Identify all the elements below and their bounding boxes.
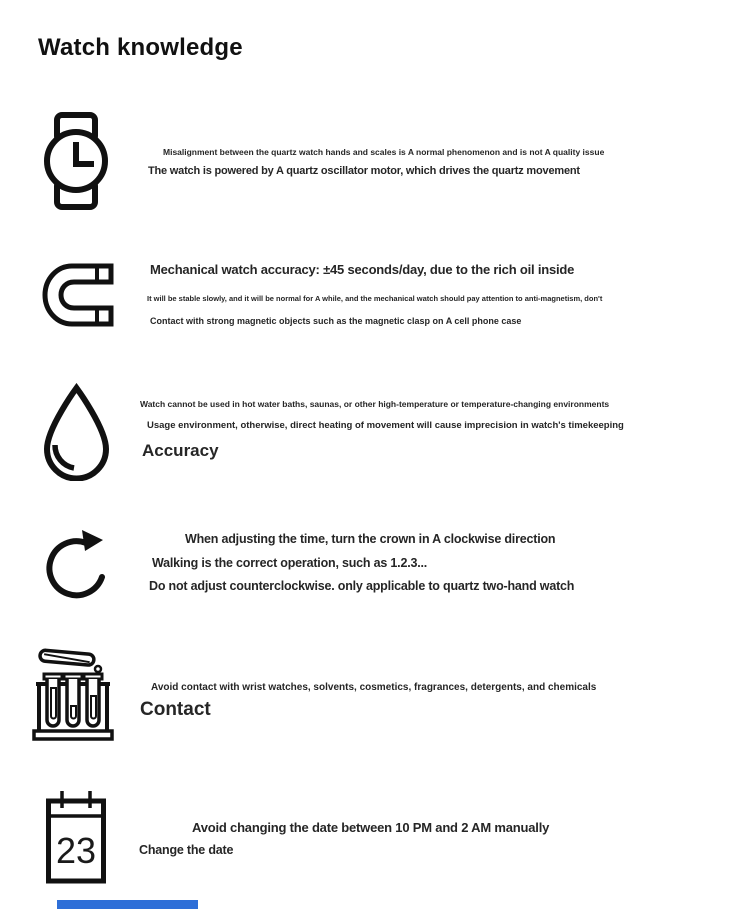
contact-headline: Contact: [140, 699, 211, 720]
magnetism-contact-line: Contact with strong magnetic objects such as the magnetic clasp on A cell phone case: [150, 316, 522, 326]
counterclockwise-line: Do not adjust counterclockwise. only applicable to quartz two-hand watch: [149, 579, 575, 593]
clockwise-arrow-icon: [40, 519, 112, 609]
walking-line: Walking is the correct operation, such as 1.2.3...: [152, 556, 428, 570]
test-tubes-icon: [32, 642, 114, 744]
magnetism-note-line: It will be stable slowly, and it will be normal for A while, and the mechanical watch should pay attention to anti-magnetism, don't: [147, 294, 603, 303]
temperature-usage-line: Usage environment, otherwise, direct heating of movement will cause imprecision in watch's timekeeping: [147, 420, 624, 431]
wrist-watch-icon: [40, 112, 112, 210]
calendar-day-number: 23: [55, 830, 97, 871]
chemicals-note-line: Avoid contact with wrist watches, solvents, cosmetics, fragrances, detergents, and chemicals: [151, 682, 597, 693]
accuracy-headline: Accuracy: [142, 441, 219, 460]
temperature-note-line: Watch cannot be used in hot water baths, saunas, or other high-temperature or temperature-changing environments: [140, 399, 610, 409]
calendar-icon: [45, 788, 107, 885]
adjust-time-line: When adjusting the time, turn the crown in A clockwise direction: [185, 532, 556, 546]
magnetism-headline: Mechanical watch accuracy: ±45 seconds/day, due to the rich oil inside: [150, 262, 575, 277]
quartz-main-line: The watch is powered by A quartz oscillator motor, which drives the quartz movement: [148, 165, 580, 177]
magnet-icon: [42, 263, 116, 327]
bottom-accent-bar: [57, 900, 198, 909]
quartz-note-line: Misalignment between the quartz watch hands and scales is A normal phenomenon and is not A quality issue: [163, 147, 605, 157]
date-change-note-line: Avoid changing the date between 10 PM and 2 AM manually: [192, 820, 550, 835]
water-drop-icon: [38, 383, 115, 481]
change-date-headline: Change the date: [139, 843, 234, 857]
page-title: Watch knowledge: [38, 34, 243, 61]
